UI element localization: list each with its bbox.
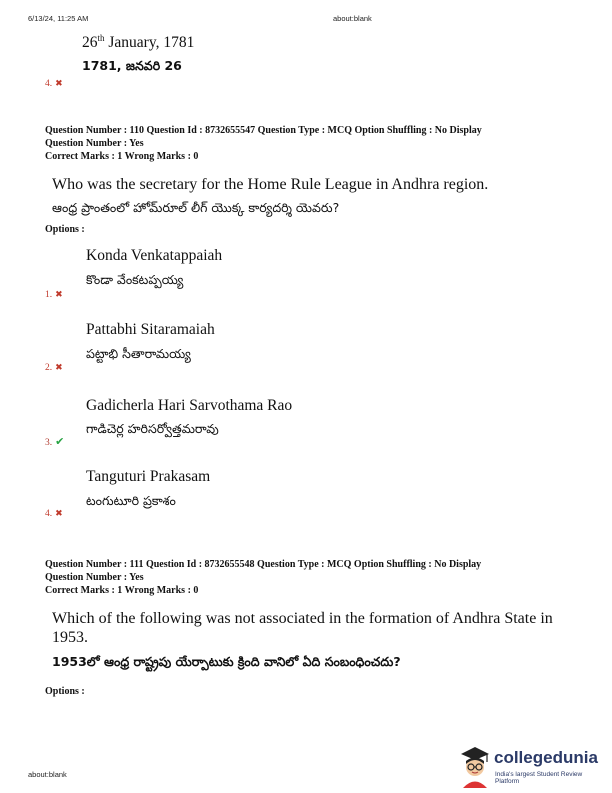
- question-110-text-english: Who was the secretary for the Home Rule League in Andhra region.: [52, 176, 489, 193]
- question-111-text-english: Which of the following was not associated in the formation of Andhra State in 1953.: [52, 610, 553, 646]
- footer-url: about:blank: [28, 770, 67, 779]
- option-3-telugu: గాడిచెర్ల హరిసర్వోత్తమరావు: [86, 421, 219, 436]
- option-3-number: 3. ✔: [45, 436, 65, 448]
- cross-icon: ✖: [55, 289, 63, 299]
- cross-icon: ✖: [55, 508, 63, 518]
- prev-option-4-number: 4. ✖: [45, 78, 63, 89]
- logo-wordmark: collegedunia: [494, 748, 598, 767]
- collegedunia-logo[interactable]: [458, 744, 604, 788]
- check-icon: ✔: [55, 436, 65, 448]
- option-4-english: Tanguturi Prakasam: [86, 468, 211, 485]
- option-2-english: Pattabhi Sitaramaiah: [86, 321, 215, 338]
- cross-icon: ✖: [55, 78, 63, 88]
- option-1-telugu: కొండా వేంకటప్పయ్య: [86, 272, 184, 287]
- question-110-meta: Question Number : 110 Question Id : 8732655547 Question Type : MCQ Option Shuffling : No Display Question Number : Yes Correct Marks : 1 Wrong Marks : 0: [45, 125, 482, 162]
- logo-tagline: India's largest Student Review Platform: [495, 771, 583, 785]
- option-1-number: 1. ✖: [45, 289, 63, 300]
- question-110-options-label: Options :: [45, 224, 85, 235]
- question-111-options-label: Options :: [45, 686, 85, 697]
- print-datetime: 6/13/24, 11:25 AM: [28, 14, 89, 23]
- print-url: about:blank: [333, 14, 372, 23]
- question-110-text-telugu: ఆంధ్ర ప్రాంతంలో హోమ్‌రూల్ లీగ్ యొక్క కార్యదర్శి యెవరు?: [52, 200, 340, 215]
- option-1-english: Konda Venkatappaiah: [86, 247, 223, 264]
- prev-option-4-telugu: 1781, జనవరి 26: [82, 58, 182, 73]
- student-avatar-icon: [458, 744, 492, 788]
- option-4-telugu: టంగుటూరి ప్రకాశం: [86, 493, 176, 508]
- cross-icon: ✖: [55, 362, 63, 372]
- question-111-meta: Question Number : 111 Question Id : 8732655548 Question Type : MCQ Option Shuffling : No Display Question Number : Yes Correct Marks : 1 Wrong Marks : 0: [45, 559, 482, 596]
- prev-option-4-english: 26th January, 1781: [82, 33, 195, 52]
- option-2-telugu: పట్టాభి సీతారామయ్య: [86, 346, 191, 361]
- option-4-number: 4. ✖: [45, 508, 63, 519]
- option-2-number: 2. ✖: [45, 362, 63, 373]
- option-3-english: Gadicherla Hari Sarvothama Rao: [86, 397, 293, 414]
- question-111-text-telugu: 1953లో ఆంధ్ర రాష్ట్రపు యేర్పాటుకు క్రింది వానిలో ఏది సంబంధించదు?: [52, 654, 401, 669]
